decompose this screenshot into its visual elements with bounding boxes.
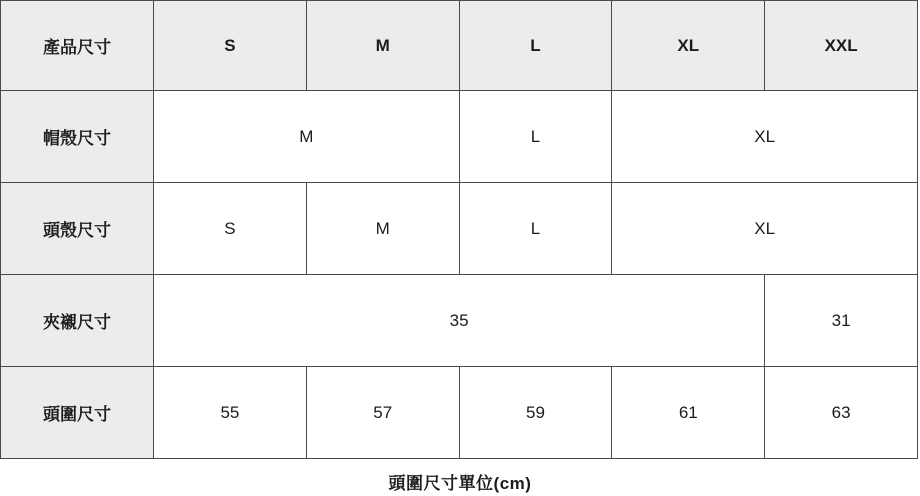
table-header-row [1, 1, 918, 91]
row-label-head-circumference: 頭圍尺寸 [1, 367, 154, 459]
table-cell: M [154, 91, 460, 183]
table-cell: 55 [154, 367, 307, 459]
table-header-cell-m: M [306, 1, 459, 91]
table-header-cell-xxl: XXL [765, 1, 918, 91]
table-cell: 31 [765, 275, 918, 367]
table-cell: XL [612, 183, 918, 275]
table-row [1, 91, 918, 183]
table-footnote: 頭圍尺寸單位(cm) [388, 474, 532, 493]
row-label-shell-size: 帽殼尺寸 [1, 91, 154, 183]
table-header-cell-product-size: 產品尺寸 [1, 1, 154, 91]
table-body [1, 1, 918, 459]
table-cell: 57 [306, 367, 459, 459]
table-header-cell-l: L [459, 1, 612, 91]
table-row [1, 367, 918, 459]
table-cell: 63 [765, 367, 918, 459]
table-cell: L [459, 183, 612, 275]
table-cell: 35 [154, 275, 765, 367]
table-cell: XL [612, 91, 918, 183]
table-row [1, 183, 918, 275]
table-cell: L [459, 91, 612, 183]
table-cell: S [154, 183, 307, 275]
table-cell: M [306, 183, 459, 275]
row-label-liner-size: 夾襯尺寸 [1, 275, 154, 367]
table-cell: 59 [459, 367, 612, 459]
row-label-head-shell-size: 頭殼尺寸 [1, 183, 154, 275]
table-header-cell-s: S [154, 1, 307, 91]
table-row [1, 275, 918, 367]
table-header-cell-xl: XL [612, 1, 765, 91]
table-cell: 61 [612, 367, 765, 459]
